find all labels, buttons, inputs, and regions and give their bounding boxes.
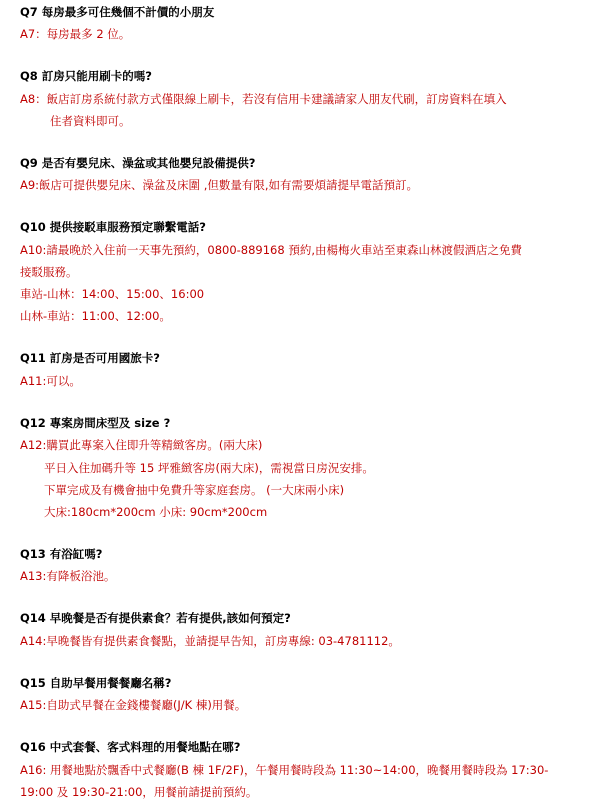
answer-a10-line4: 山林-車站：11:00、12:00。 [20, 309, 171, 323]
question-q7: Q7 每房最多可住幾個不計價的小朋友 [20, 5, 215, 19]
answer-a12-line1: A12:購買此專案入住即升等精緻客房。(兩大床) [20, 438, 263, 452]
answer-a10-line1: A10:請最晚於入住前一天事先預約，0800-889168 預約,由楊梅火車站至東森山林渡假酒店之免費 [20, 243, 522, 257]
answer-a12-line4: 大床:180cm*200cm 小床: 90cm*200cm [44, 505, 268, 519]
question-q8: Q8 訂房只能用刷卡的嗎? [20, 69, 152, 83]
answer-a13: A13:有降板浴池。 [20, 569, 116, 583]
question-q15: Q15 自助早餐用餐餐廳名稱? [20, 676, 172, 690]
answer-a14: A14:早晚餐皆有提供素食餐點，並請提早告知，訂房專線: 03-4781112。 [20, 634, 400, 648]
question-q11: Q11 訂房是否可用國旅卡? [20, 351, 160, 365]
answer-a8-line2: 住者資料即可。 [50, 114, 131, 128]
question-q13: Q13 有浴缸嗎? [20, 547, 103, 561]
answer-a11: A11:可以。 [20, 374, 81, 388]
question-q12: Q12 專案房間床型及 size ? [20, 416, 171, 430]
answer-a12-line3: 下單完成及有機會抽中免費升等家庭套房。 (一大床兩小床) [44, 483, 345, 497]
question-q9: Q9 是否有嬰兒床、澡盆或其他嬰兒設備提供? [20, 156, 256, 170]
answer-a12-line2: 平日入住加碼升等 15 坪雅緻客房(兩大床)，需視當日房況安排。 [44, 461, 374, 475]
answer-a8-line1: A8：飯店訂房系統付款方式僅限線上刷卡，若沒有信用卡建議請家人朋友代刷，訂房資料在填入 [20, 92, 507, 106]
question-q10: Q10 提供接駁車服務預定聯繫電話? [20, 220, 206, 234]
answer-a10-line3: 車站-山林：14:00、15:00、16:00 [20, 287, 205, 301]
question-q14: Q14 早晚餐是否有提供素食？若有提供,該如何預定? [20, 611, 291, 625]
answer-a9: A9:飯店可提供嬰兒床、澡盆及床圍 ,但數量有限,如有需要煩請提早電話預訂。 [20, 178, 419, 192]
answer-a7: A7：每房最多 2 位。 [20, 27, 131, 41]
answer-a10-line2: 接駁服務。 [20, 265, 78, 279]
answer-a15: A15:自助式早餐在金錢樓餐廳(J/K 棟)用餐。 [20, 698, 247, 712]
answer-a16-line2: 19:00 及 19:30-21:00，用餐前請提前預約。 [20, 785, 258, 799]
question-q16: Q16 中式套餐、客式料理的用餐地點在哪? [20, 740, 241, 754]
answer-a16-line1: A16: 用餐地點於飄香中式餐廳(B 棟 1F/2F)，午餐用餐時段為 11:30~14:00，晚餐用餐時段為 17:30- [20, 763, 549, 777]
